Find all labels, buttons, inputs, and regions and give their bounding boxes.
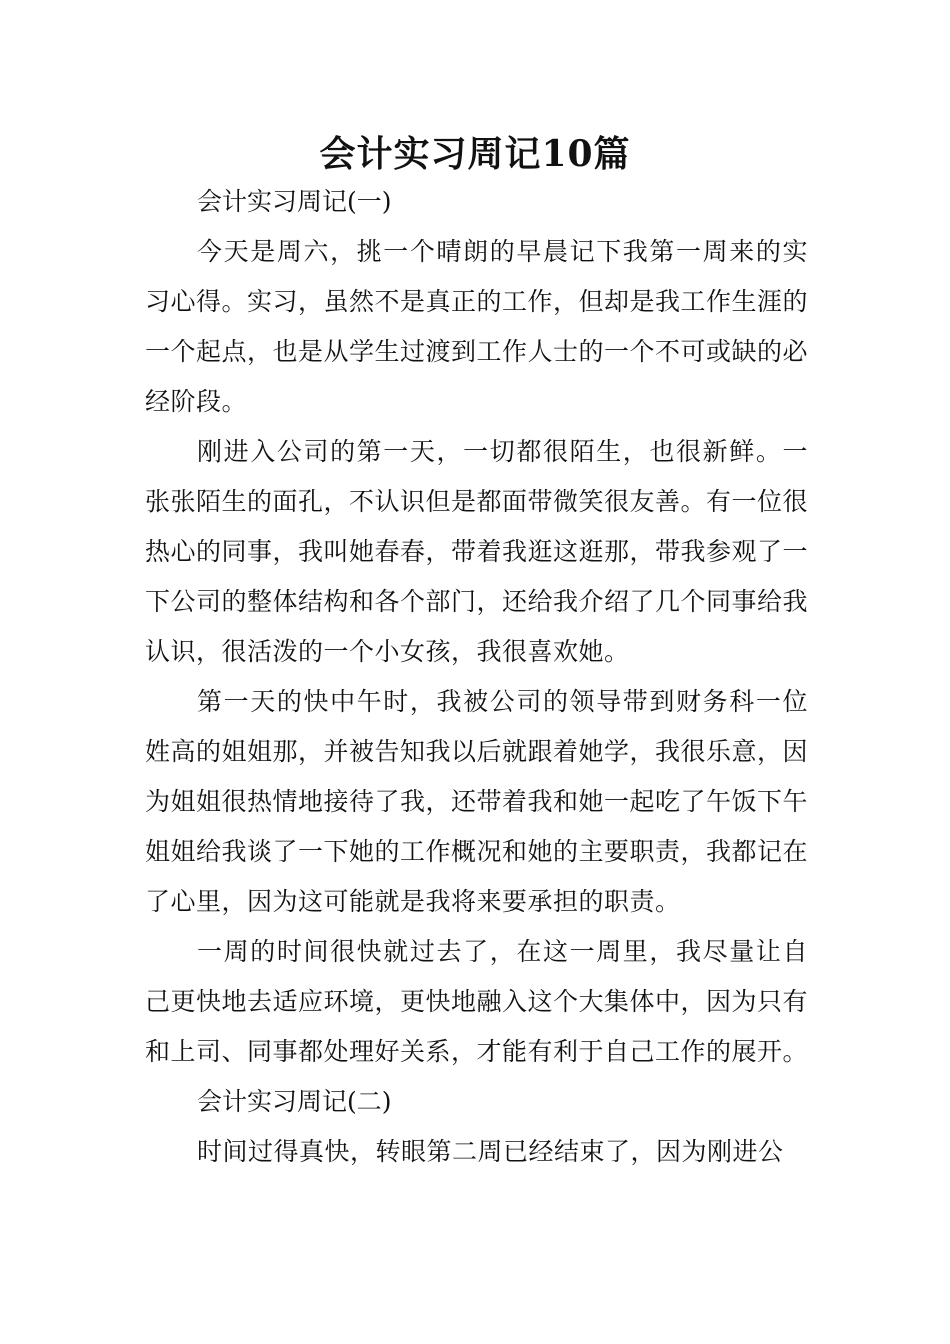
paragraph-5: 时间过得真快，转眼第二周已经结束了，因为刚进公: [197, 1137, 784, 1166]
paragraph-4: 一周的时间很快就过去了，在这一周里，我尽量让自己更快地去适应环境，更快地融入这个大集体中，因为只有和上司、同事都处理好关系，才能有利于自己工作的展开。: [145, 937, 809, 1066]
document-title: 会计实习周记10篇: [319, 133, 631, 175]
paragraph-2: 刚进入公司的第一天，一切都很陌生，也很新鲜。一张张陌生的面孔，不认识但是都面带微笑很友善。有一位很热心的同事，我叫她春春，带着我逛这逛那，带我参观了一下公司的整体结构和各个部门，还给我介绍了几个同事给我认识，很活泼的一个小女孩，我很喜欢她。: [145, 437, 809, 666]
document-body: [145, 177, 808, 1177]
section-heading-2: 会计实习周记(二): [197, 1087, 392, 1116]
paragraph-3: 第一天的快中午时，我被公司的领导带到财务科一位姓高的姐姐那，并被告知我以后就跟着她学，我很乐意，因为姐姐很热情地接待了我，还带着我和她一起吃了午饭下午姐姐给我谈了一下她的工作概况和她的主要职责，我都记在了心里，因为这可能就是我将来要承担的职责。: [145, 687, 809, 916]
section-heading-1: 会计实习周记(一): [197, 187, 392, 216]
paragraph-1: 今天是周六，挑一个晴朗的早晨记下我第一周来的实习心得。实习，虽然不是真正的工作，但却是我工作生涯的一个起点，也是从学生过渡到工作人士的一个不可或缺的必经阶段。: [145, 237, 809, 416]
